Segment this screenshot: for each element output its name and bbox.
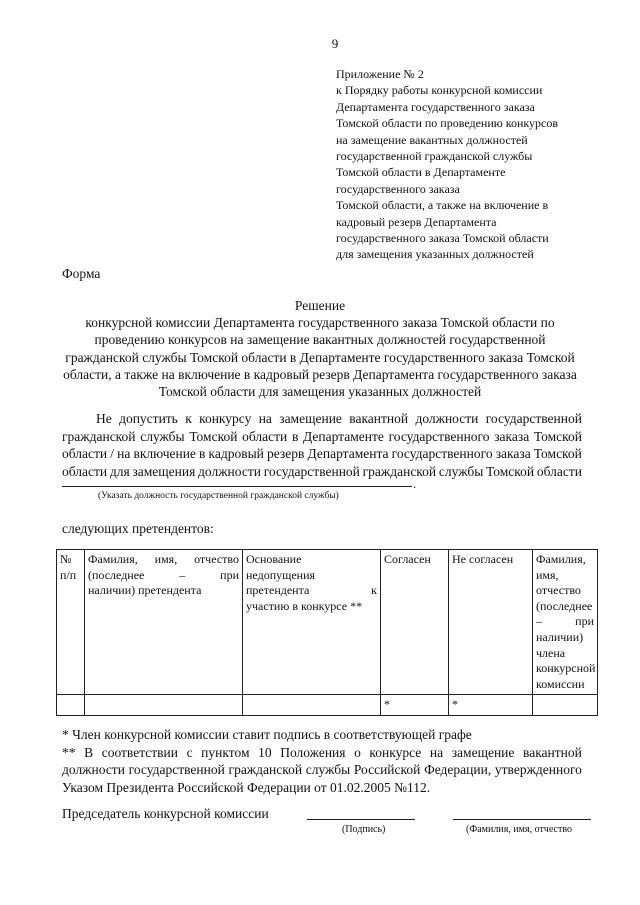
word: Томской bbox=[533, 428, 582, 444]
decision-line bbox=[62, 445, 582, 463]
word: Департамента bbox=[307, 446, 389, 462]
word: должности bbox=[62, 762, 125, 778]
cell-text: участию в конкурсе ** bbox=[246, 598, 363, 613]
word: службы bbox=[140, 428, 185, 444]
title-line: конкурсной комиссии Департамента государственного заказа Томской области по bbox=[85, 315, 555, 331]
word: государственного bbox=[388, 428, 490, 444]
appendix-line: для замещения указанных должностей bbox=[336, 247, 534, 262]
position-line-dot: . bbox=[413, 476, 417, 491]
word: Фамилия, bbox=[88, 552, 138, 566]
word: гражданской bbox=[362, 463, 437, 479]
word: 10 bbox=[258, 744, 272, 760]
word: конкурсе bbox=[369, 744, 422, 760]
footnote-2-line bbox=[62, 761, 582, 779]
word: государственной bbox=[263, 463, 360, 479]
appendix-line: Томской области в Департаменте bbox=[336, 165, 506, 180]
cell-text: имя, bbox=[536, 567, 559, 582]
page-number: 9 bbox=[331, 36, 339, 51]
word: Томской bbox=[533, 446, 582, 462]
word: замещение bbox=[279, 411, 342, 426]
chair-label: Председатель конкурсной комиссии bbox=[62, 806, 269, 821]
cell-text: конкурсной bbox=[536, 661, 596, 676]
cell-text: отчество bbox=[536, 583, 581, 598]
footnotes bbox=[62, 726, 582, 796]
word: гражданской bbox=[228, 762, 303, 778]
table-cell[interactable] bbox=[57, 695, 85, 716]
word: о bbox=[354, 744, 361, 760]
header-cell-member-name bbox=[533, 550, 598, 695]
word: допустить bbox=[119, 411, 178, 426]
word: к bbox=[371, 583, 377, 598]
word: Не bbox=[96, 411, 112, 426]
word: кадровый bbox=[208, 446, 264, 462]
applicants-label: следующих претендентов: bbox=[62, 521, 214, 536]
appendix-line: государственного заказа Томской области bbox=[336, 231, 549, 246]
word: службы bbox=[305, 762, 351, 778]
word: области bbox=[242, 428, 288, 444]
cell-text: члена bbox=[536, 645, 566, 660]
word: области bbox=[62, 463, 108, 479]
word: к bbox=[185, 411, 192, 426]
word: соответствии bbox=[101, 744, 178, 760]
appendix-line: Томской области, а также на включение в bbox=[336, 198, 549, 213]
word: пунктом bbox=[201, 744, 250, 760]
title-line: гражданской службы Томской области в Департаменте государственного заказа Томской bbox=[65, 349, 575, 365]
footnote-2-line bbox=[62, 744, 582, 762]
position-blank-line[interactable] bbox=[62, 486, 412, 487]
name-caption: (Фамилия, имя, отчество bbox=[466, 824, 572, 835]
word: резерв bbox=[267, 446, 305, 462]
appendix-line: на замещение вакантных должностей bbox=[336, 132, 528, 147]
cell-text bbox=[536, 614, 594, 630]
cell-text: наличии) bbox=[536, 629, 584, 644]
appendix-line: Томской области по проведению конкурсов bbox=[336, 116, 559, 131]
appendix-line: Приложение № 2 bbox=[336, 67, 424, 81]
applicants-table bbox=[56, 549, 598, 716]
word: с bbox=[186, 744, 193, 760]
word: должности bbox=[198, 463, 261, 479]
table-cell[interactable] bbox=[533, 695, 598, 716]
table-cell[interactable] bbox=[85, 695, 243, 716]
document-title bbox=[60, 297, 580, 400]
cell-text: Основание bbox=[246, 552, 302, 566]
form-label: Форма bbox=[62, 266, 101, 281]
word: на bbox=[117, 446, 131, 462]
cell-text: недопущения bbox=[246, 567, 316, 582]
title-heading: Решение bbox=[294, 298, 346, 313]
word: на bbox=[258, 411, 272, 426]
word: замещения bbox=[132, 463, 196, 479]
word: в bbox=[291, 428, 299, 444]
position-caption: (Указать должность государственной гражданской службы) bbox=[98, 491, 339, 501]
word: конкурсу bbox=[199, 411, 252, 426]
word: (последнее bbox=[88, 567, 145, 582]
word: Федерации, bbox=[424, 762, 492, 778]
word: Положения bbox=[280, 744, 346, 760]
appendix-line: государственного заказа bbox=[336, 181, 460, 196]
word: службы bbox=[438, 463, 484, 479]
word: при bbox=[220, 567, 239, 582]
appendix-line: государственной гражданской службы bbox=[336, 149, 533, 164]
cell-text: комиссии bbox=[536, 676, 585, 691]
word: – bbox=[536, 614, 542, 629]
word: должности bbox=[415, 411, 479, 426]
word: Российской bbox=[353, 762, 421, 778]
cell-text bbox=[88, 568, 239, 584]
word: области bbox=[62, 446, 108, 462]
word: государственной bbox=[128, 762, 225, 778]
word: государственной bbox=[485, 411, 582, 426]
word: для bbox=[109, 463, 130, 479]
decision-line bbox=[62, 463, 582, 481]
word: гражданской bbox=[62, 428, 136, 444]
table-cell-disagree-mark[interactable]: * bbox=[449, 695, 533, 716]
title-line: области, а также на включение в кадровый резерв Департамента государственного заказа bbox=[63, 366, 577, 382]
cell-text: Фамилия, bbox=[536, 552, 586, 566]
name-blank-line[interactable] bbox=[453, 819, 591, 820]
header-cell-number bbox=[57, 550, 85, 695]
word: заказа bbox=[494, 428, 530, 444]
signature-caption: (Подпись) bbox=[342, 824, 386, 835]
word: Департаменте bbox=[303, 428, 384, 444]
word: имя, bbox=[154, 552, 178, 566]
footnote-1: * Член конкурсной комиссии ставит подпись в соответствующей графе bbox=[62, 727, 472, 742]
word: государственного bbox=[391, 446, 493, 462]
cell-text: № bbox=[60, 552, 72, 566]
word: утвержденного bbox=[494, 762, 582, 778]
table-cell[interactable] bbox=[243, 695, 381, 716]
word: – bbox=[179, 567, 186, 582]
cell-text bbox=[246, 583, 377, 599]
word: Томской bbox=[189, 428, 238, 444]
appendix-line: кадровый резерв Департамента bbox=[336, 214, 497, 229]
decision-line bbox=[62, 428, 582, 446]
title-line: Томской области для замещения указанных должностей bbox=[158, 384, 482, 400]
word: включение bbox=[133, 446, 196, 462]
appendix-line: к Порядку работы конкурсной комиссии bbox=[336, 83, 543, 98]
word: области bbox=[536, 463, 582, 479]
cell-text: наличии) претендента bbox=[88, 583, 202, 598]
header-cell-disagree: Не согласен bbox=[449, 550, 533, 695]
footnote-2-line: Указом Президента Российской Федерации от 01.02.2005 №112. bbox=[62, 779, 431, 795]
decision-line bbox=[62, 410, 582, 428]
word: заказа bbox=[495, 446, 531, 462]
word: при bbox=[575, 614, 594, 629]
word: ** bbox=[62, 744, 76, 760]
word: вакантной bbox=[523, 744, 582, 760]
signature-blank-line[interactable] bbox=[307, 819, 415, 820]
table-header-row bbox=[57, 550, 598, 695]
title-line: проведению конкурсов на замещение вакантных должностей государственной bbox=[94, 332, 546, 348]
word: / bbox=[110, 446, 115, 462]
word: на bbox=[429, 744, 444, 760]
header-cell-reason bbox=[243, 550, 381, 695]
table-row bbox=[57, 695, 598, 716]
word: вакантной bbox=[349, 411, 409, 426]
cell-text bbox=[88, 552, 239, 568]
word: претендента bbox=[246, 583, 310, 598]
header-cell-agree: Согласен bbox=[381, 550, 449, 695]
cell-text: (последнее bbox=[536, 598, 593, 613]
header-cell-applicant-name bbox=[85, 550, 243, 695]
word: Томской bbox=[486, 463, 535, 479]
word: В bbox=[84, 744, 94, 760]
word: в bbox=[199, 446, 206, 462]
appendix-line: Департамента государственного заказа bbox=[336, 99, 535, 114]
decision-paragraph bbox=[62, 410, 582, 480]
word: замещение bbox=[451, 744, 515, 760]
word: отчество bbox=[194, 552, 239, 566]
table-cell-agree-mark[interactable]: * bbox=[381, 695, 449, 716]
cell-text: п/п bbox=[60, 567, 77, 582]
appendix-header bbox=[336, 66, 606, 263]
